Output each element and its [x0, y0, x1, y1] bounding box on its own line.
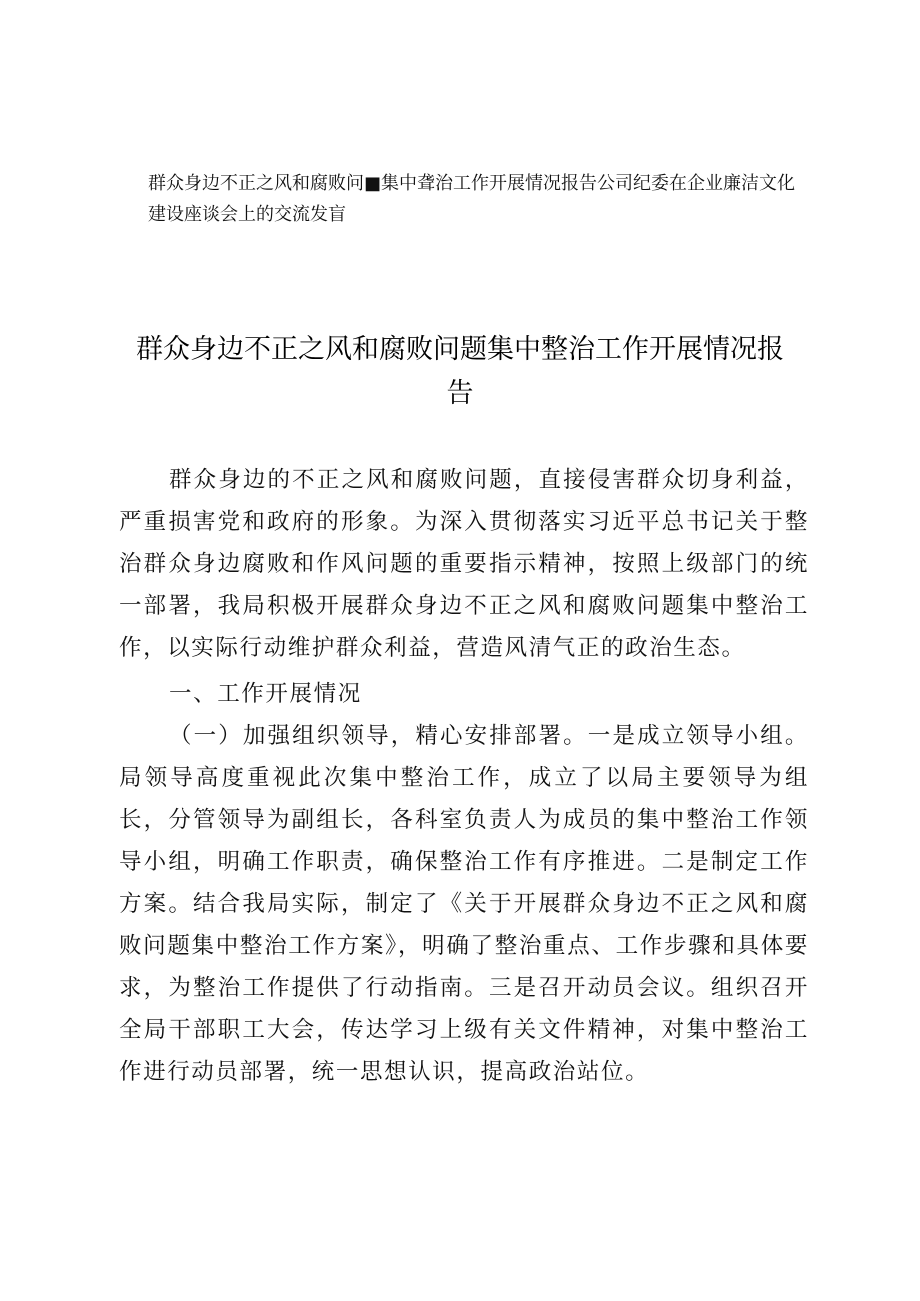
intro-paragraph: 群众身边的不正之风和腐败问题，直接侵害群众切身利益，严重损害党和政府的形象。为深入贯彻落实习近平总书记关于整治群众身边腐败和作风问题的重要指示精神，按照上级部门的统一部署，我局积极开展群众身边不正之风和腐败问题集中整治工作，以实际行动维护群众利益，营造风清气正的政治生态。 [119, 467, 809, 661]
section-1-paragraph: （一）加强组织领导，精心安排部署。一是成立领导小组。局领导高度重视此次集中整治工作，成立了以局主要领导为组长，分管领导为副组长，各科室负责人为成员的集中整治工作领导小组，明确工作职责，确保整治工作有序推进。二是制定工作方案。结合我局实际，制定了《关于开展群众身边不正之风和腐败问题集中整治工作方案》，明确了整治重点、工作步骤和具体要求，为整治工作提供了行动指南。三是召开动员会议。组织召开全局干部职工大会，传达学习上级有关文件精神，对集中整治工作进行动员部署，统一思想认识，提高政治站位。 [119, 723, 809, 1085]
document-title: 群众身边不正之风和腐败问题集中整治工作开展情况报告 [136, 334, 784, 409]
section-heading: 一、工作开展情况 [169, 681, 362, 707]
document-header: 群众身边不正之风和腐败问■集中聋治工作开展情况报告公司纪委在企业廉洁文化建设座谈会上的交流发盲 [148, 173, 796, 225]
